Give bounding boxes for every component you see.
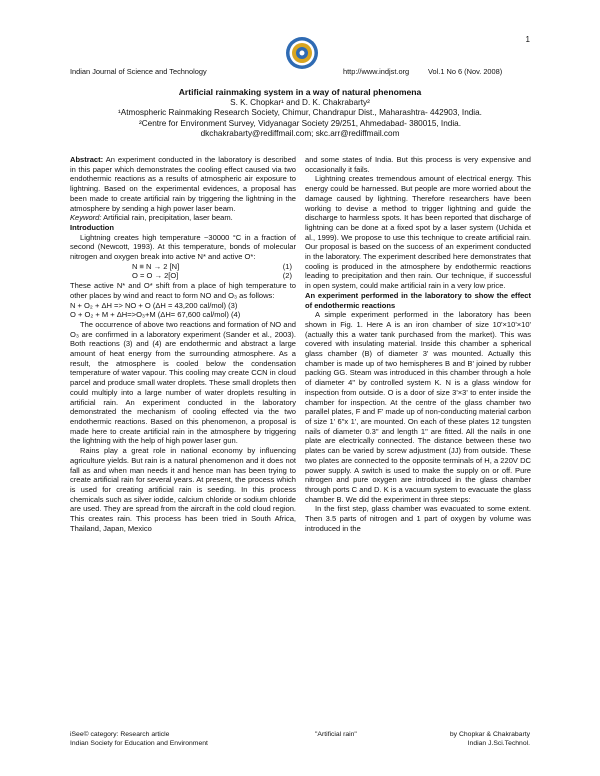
affiliation-2: ²Centre for Environment Survey, Vidyanagar Society 29/251, Ahmedabad- 380015, India. — [139, 118, 461, 128]
abstract — [70, 155, 296, 213]
equation-1 — [70, 262, 296, 272]
footer-byline: by Chopkar & Chakrabarty — [449, 731, 530, 738]
intro-heading: Introduction — [70, 222, 115, 232]
equation-2-number: (2) — [282, 271, 292, 281]
footer-journal-abbr: Indian J.Sci.Technol. — [467, 739, 530, 747]
experiment-heading: An experiment performed in the laboratory to show the effect of endothermic reactions — [305, 290, 531, 310]
journal-volume: Vol.1 No 6 (Nov. 2008) — [428, 67, 503, 76]
journal-name: Indian Journal of Science and Technology — [70, 67, 207, 76]
right-paragraph-4: In the first step, glass chamber was evacuated to some extent. Then 3.5 parts of nitrogen and 1 part of oxygen by volume was introduced in the — [305, 504, 531, 533]
keywords-label: Keyword: — [70, 213, 102, 223]
title-block — [70, 87, 530, 140]
footer-society: Indian Society for Education and Environment — [70, 739, 208, 747]
abstract-text: An experiment conducted in the laboratory is described in this paper which demonstrates the cooling effect caused via two endothermic reactions as a results of atmospheric air exposure to lightning. Based on the experimental evidences, a proposal has been made to create artificial rain by triggering the lightning in the atmosphere by sending a high power laser beam. — [70, 155, 296, 213]
authors: S. K. Chopkar¹ and D. K. Chakrabarty² — [230, 97, 370, 107]
author-emails[interactable]: dkchakrabarty@rediffmail.com; skc.arr@rediffmail.com — [200, 129, 400, 139]
abstract-label: Abstract: — [70, 155, 104, 164]
footer-right — [430, 731, 530, 748]
intro-paragraph-2: These active N* and O* shift from a place of high temperature to other places by wind and react to form NO and O₃ as follows: — [70, 281, 296, 300]
intro-paragraph-3: The occurrence of above two reactions and formation of NO and O₃ are confirmed in a laboratory experiment (Sander et al., 2003). Both reactions (3) and (4) are endothermic and abstract a large amount of heat energy from the surrounding atmosphere. As a result, the atmosphere is cooled below the condensation temperature of water vapour. This cooling may create CCN in cloud parcel and produce small water droplets. These small droplets then could multiply into a large number of water droplets resulting in artificial rain. An experiment conducted in the laboratory demonstrated the mechanism of cooling effected via the two endothermic reactions. Based on this phenomenon, a proposal is made here to create artificial rain in the atmosphere by triggering the lightning with the help of high power laser gun. — [70, 319, 296, 446]
journal-logo-icon — [285, 36, 319, 70]
footer-category: iSee© category: Research article — [70, 731, 170, 738]
right-paragraph-3: A simple experiment performed in the laboratory has been shown in Fig. 1. Here A is an iron chamber of size 10'×10'×10' (actually this a water tank purchased from the market). This was covered with insulating material. Inside this chamber a spherical glass chamber (B) of diameter 3' was mounted. Actually this chamber is made up of two hemispheres B and B' joined by rubber packing GG. Steam was introduced in this chamber through a hole of diameter 4" by controlled system K. N is a glass window for inspection from outside. O is a door of size 3'×3' to enter inside the chamber for inspection. At the centre of the glass chamber two parallel plates, F and F' made up of non-conducting material carbon of size 1' 6"x 1', are mounted. On each of these plates 12 tungsten nails of diameter 0.3" and length 1" are fitted. All the nails in one plate are electrically connected. The distance between these two plates can be varied by screw adjustment (JJ) from outside. These two plates are connected to the opposite terminals of H, a 220V DC power supply. A switch is used to make the supply on or off. Pure nitrogen and pure oxygen are introduced in the glass chamber through ports C and D. K is a vacuum system to evacuate the glass chamber B. We did the experiment in three steps: — [305, 310, 531, 504]
equation-2-text: O = O → 2[O] — [132, 271, 179, 281]
keywords-text: Artificial rain, precipitation, laser beam. — [101, 213, 233, 223]
keywords — [70, 213, 296, 223]
intro-paragraph-1: Lightning creates high temperature ~30000 °C in a fraction of second (Newcott, 1993). At this temperature, bonds of molecular nitrogen and oxygen break into active N* and active O*: — [70, 232, 296, 262]
footer-left — [70, 731, 208, 748]
equation-4: O + O₂ + M + ΔH=>O₃+M (ΔH= 67,600 cal/mol) (4) — [70, 310, 241, 320]
left-column — [70, 155, 296, 533]
equation-2 — [70, 271, 296, 281]
right-paragraph-2: Lightning creates tremendous amount of electrical energy. This energy could be harnessed. But people are more worried about the damage caused by lightning. Therefore researchers have been working to devise a method to trigger lightning and guide the discharge to harmless spots. It has been reported that discharge of lightning can be done at a fixed spot by a laser system (Uchida et al., 1999). We propose to use this technique to create artificial rain. Our proposal is based on the success of an experiment conducted in the laboratory. The experiment described here demonstrates that cooling is produced in the atmosphere by endothermic reactions leading to precipitation and then rain. Our technique, if successful in open system, could make artificial rain in a very low price. — [305, 174, 531, 291]
paper-title: Artificial rainmaking system in a way of natural phenomena — [178, 87, 422, 97]
journal-url[interactable]: http://www.indjst.org — [343, 67, 410, 76]
affiliation-1: ¹Atmospheric Rainmaking Research Society, Chimur, Chandrapur Dist., Maharashtra- 442903, India. — [118, 108, 482, 118]
equation-3: N + O₂ + ΔH => NO + O (ΔH = 43,200 cal/mol) (3) — [70, 300, 238, 310]
footer-short-title: "Artificial rain" — [315, 731, 357, 738]
equation-1-number: (1) — [282, 261, 292, 271]
intro-paragraph-4: Rains play a great role in national economy by influencing agriculture yields. But rain is a natural phenomenon and it does not fall as and when man needs it and hence man has been trying to create artificial rain for several years. At present, the process which is used for creating artificial rain is seeding. In this process chemicals such as silver iodide, calcium chloride or sodium chloride are used. They are spread from the aircraft in the cold cloud region. This creates rain. This process has been tried in South Africa, Thailand, Japan, Mexico — [70, 446, 296, 533]
right-paragraph-1: and some states of India. But this process is very expensive and occasionally it fails. — [305, 155, 531, 174]
right-column — [305, 155, 531, 533]
equation-1-text: N ≡ N → 2 [N] — [132, 261, 180, 271]
page-number: 1 — [525, 35, 530, 44]
